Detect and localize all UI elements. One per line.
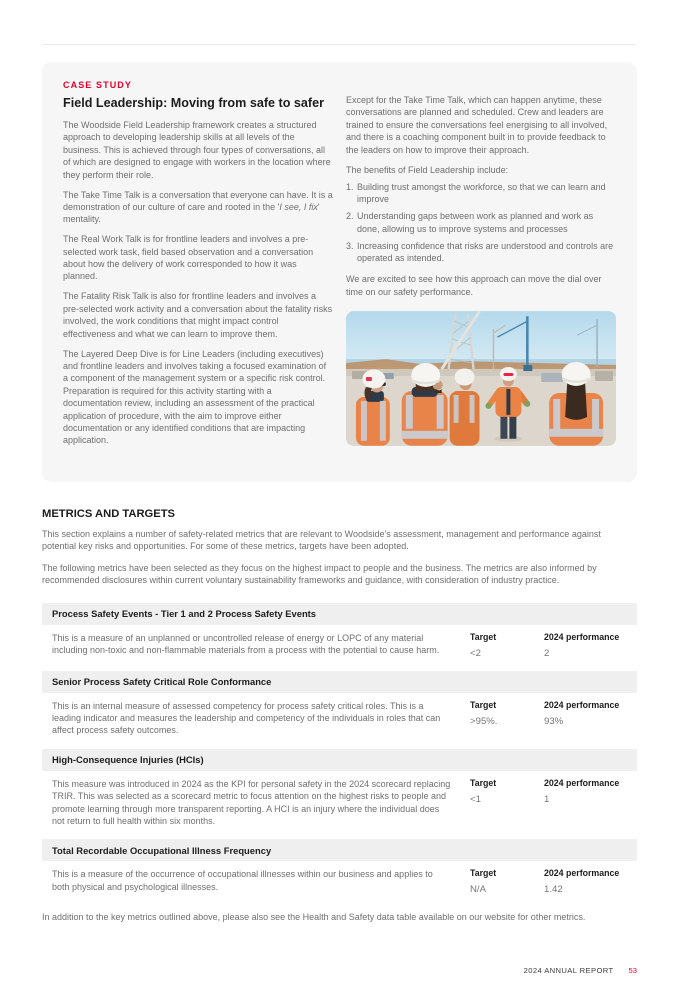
metrics-intro-paragraph: The following metrics have been selected as they focus on the highest impact to people and the business. The metrics are also informed by recommended disclosures within current voluntary sustainability frameworks and guidance, with consideration of industry practice. <box>42 562 597 586</box>
page-footer <box>524 966 637 975</box>
benefit-text: Building trust amongst the workforce, so that we can learn and improve <box>357 181 606 205</box>
take-time-text: The Take Time Talk is a conversation that everyone can have. It is a demonstration of our culture of care and rooted in the ' <box>63 189 333 212</box>
metric-title: Process Safety Events - Tier 1 and 2 Process Safety Events <box>42 603 637 625</box>
performance-value: 1 <box>544 793 550 805</box>
metrics-footnote: In addition to the key metrics outlined above, please also see the Health and Safety data table available on our website for other metrics. <box>42 912 586 923</box>
metric-description: This is a measure of the occurrence of occupational illnesses within our business and applies to both physical and psychological illnesses. <box>52 869 433 892</box>
benefit-item <box>346 210 616 235</box>
benefit-text: Understanding gaps between work as planned and work as done, allowing us to improve systems and processes <box>357 211 594 234</box>
metrics-table <box>42 603 637 902</box>
metric-title: High-Consequence Injuries (HCIs) <box>42 749 637 771</box>
metric-description: This is an internal measure of assessed competency for process safety critical roles. This is a leading indicator and measures the leadership and competency of the individuals in roles that can affect process safety outcomes. <box>52 700 441 736</box>
take-time-text: ' mentality. <box>63 201 320 225</box>
report-page <box>0 44 679 924</box>
metric-performance-column <box>544 632 637 659</box>
case-study-photo <box>346 311 616 446</box>
metric-block-high-consequence-injuries <box>42 749 637 834</box>
target-label: Target <box>470 777 497 788</box>
metric-description: This measure was introduced in 2024 as the KPI for personal safety in the 2024 scorecard replacing TRIR. This was selected as a scorecard metric to focus attention on the highest risks to people and promote learning through more transparent reporting. A HCI is an injury where the individual does not return to full health within six months. <box>52 778 451 827</box>
performance-label: 2024 performance <box>544 868 620 879</box>
metrics-intro-paragraph: This section explains a number of safety-related metrics that are relevant to Woodside's assessment, management and performance against potential key risks and opportunities. For some of these metrics, targets have been adopted. <box>42 529 601 552</box>
case-study-left-column <box>63 76 333 447</box>
performance-label: 2024 performance <box>544 777 620 788</box>
metric-block-occupational-illness <box>42 839 637 901</box>
performance-label: 2024 performance <box>544 699 620 710</box>
metrics-section-title: METRICS AND TARGETS <box>42 508 176 520</box>
top-divider <box>42 44 637 45</box>
metric-title: Total Recordable Occupational Illness Frequency <box>42 839 637 861</box>
page-number: 53 <box>628 966 637 975</box>
take-time-italic: I see, I fix <box>279 201 318 212</box>
case-study-right-column <box>346 76 616 447</box>
benefit-item <box>346 181 616 206</box>
case-study-paragraph: The Real Work Talk is for frontline leaders and involves a pre-selected work task, field based observation and a conversation about how the delivery of work corresponded to how it was planned. <box>63 234 314 282</box>
target-value: >95%. <box>470 715 498 727</box>
case-study-kicker: CASE STUDY <box>63 80 133 90</box>
performance-label: 2024 performance <box>544 631 620 642</box>
benefits-intro: The benefits of Field Leadership include: <box>346 164 509 175</box>
metric-block-process-safety-events <box>42 603 637 665</box>
metric-target-column <box>470 700 544 737</box>
metric-target-column <box>470 632 544 659</box>
target-label: Target <box>470 631 497 642</box>
metric-block-critical-role-conformance <box>42 671 637 743</box>
metric-target-column <box>470 778 544 828</box>
target-value: <1 <box>470 793 481 805</box>
target-value: <2 <box>470 647 481 659</box>
metric-description: This is a measure of an unplanned or uncontrolled release of energy or LOPC of any material including non-toxic and non-flammable materials from a process with the potential to cause harm. <box>52 632 440 656</box>
benefit-number: 2. <box>346 211 354 222</box>
case-study-card <box>42 62 637 482</box>
metric-target-column <box>470 868 544 895</box>
performance-value: 2 <box>544 647 550 659</box>
case-study-closing: We are excited to see how this approach can move the dial over time on our safety performance. <box>346 274 602 297</box>
report-label: 2024 ANNUAL REPORT <box>523 966 614 975</box>
benefit-item <box>346 240 616 265</box>
metric-performance-column <box>544 700 637 737</box>
metric-performance-column <box>544 778 637 828</box>
performance-value: 1.42 <box>544 884 563 896</box>
metric-performance-column <box>544 868 637 895</box>
case-study-paragraph: Except for the Take Time Talk, which can happen anytime, these conversations are planned and scheduled. Crew and leaders are trained to ensure the conversations feel energising to all involved, and there is a coaching component built in to provide feedback to the leaders on how to improve their approach. <box>346 95 608 155</box>
target-label: Target <box>470 868 497 879</box>
worksite-photo-illustration <box>346 311 616 446</box>
performance-value: 93% <box>544 715 564 727</box>
case-study-paragraph <box>63 189 333 226</box>
target-value: N/A <box>470 884 486 896</box>
target-label: Target <box>470 699 497 710</box>
case-study-paragraph: The Woodside Field Leadership framework creates a structured approach to developing leadership skills at all levels of the business. This is achieved through four types of conversations, all of which are designed to engage with workers in the location where they perform their role. <box>63 120 331 180</box>
benefit-number: 3. <box>346 240 354 251</box>
benefit-number: 1. <box>346 181 354 192</box>
benefit-text: Increasing confidence that risks are understood and controls are operated as intended. <box>357 240 614 263</box>
metric-title: Senior Process Safety Critical Role Conformance <box>42 671 637 693</box>
case-study-title: Field Leadership: Moving from safe to safer <box>63 96 325 110</box>
case-study-paragraph: The Fatality Risk Talk is also for frontline leaders and involves a pre-selected work activity and a conversation about the fatality risks involved, the work conditions that might impact control effectiveness and what we can learn to improve them. <box>63 291 333 339</box>
case-study-paragraph: The Layered Deep Dive is for Line Leaders (including executives) and frontline leaders and involves taking a focused examination of a component of the management system or a specific risk control. Preparation is required for this activity starting with a documentation review, including an assessment of the practical application of procedure, with the aim to improve either documentation or any identified conditions that are impacting application. <box>63 348 327 446</box>
